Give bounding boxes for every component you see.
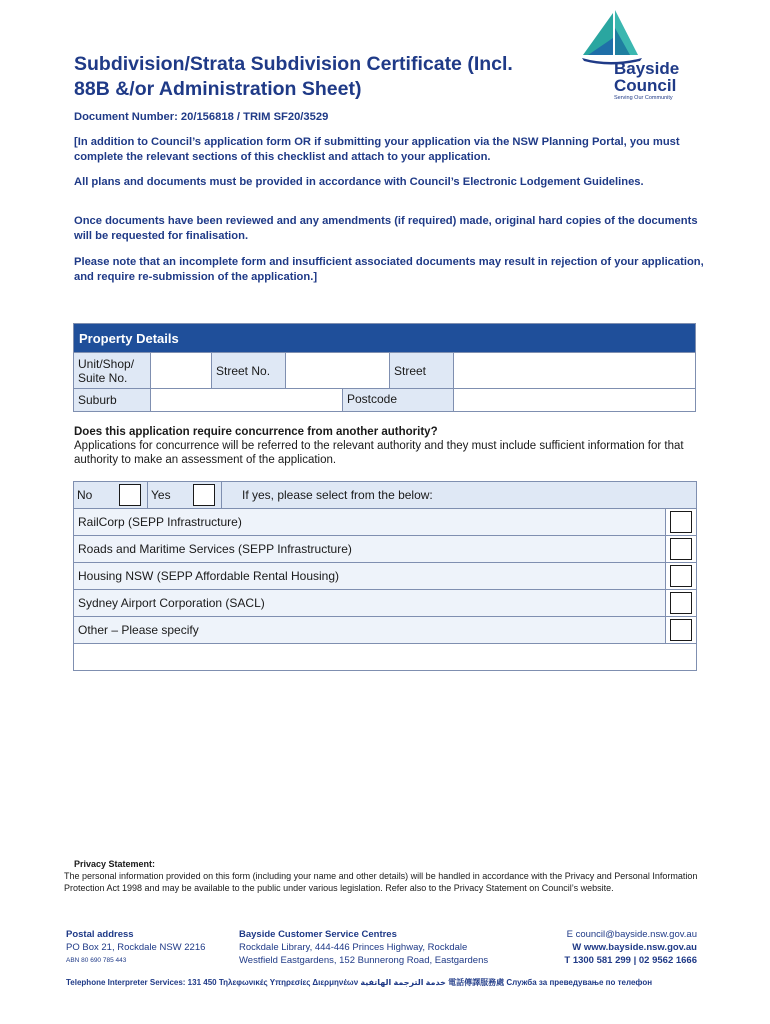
centres-heading: Bayside Customer Service Centres: [239, 929, 397, 940]
postcode-input-area[interactable]: [454, 389, 696, 412]
concurrence-description: Applications for concurrence will be referred to the relevant authority and they must include sufficient information for that authority to make an assessment of the application.: [74, 440, 684, 466]
postal-heading: Postal address: [66, 929, 134, 940]
street-input[interactable]: [454, 353, 696, 389]
intro-paragraph-1: [In addition to Council’s application form OR if submitting your application via the NSW Planning Portal, you must complete the relevant sections of this checklist and attach to your application.: [74, 136, 680, 163]
contact-phone: T 1300 581 299 | 02 9562 1666: [564, 955, 697, 966]
no-label: No: [77, 488, 93, 502]
centre-rockdale: Rockdale Library, 444-446 Princes Highway, Rockdale: [239, 942, 468, 953]
option-roads-maritime: Roads and Maritime Services (SEPP Infrastructure): [74, 536, 666, 563]
postal-address: PO Box 21, Rockdale NSW 2216: [66, 942, 206, 953]
yes-label: Yes: [147, 482, 193, 508]
street-no-label: Street No.: [212, 353, 286, 389]
roads-maritime-checkbox[interactable]: [670, 538, 692, 560]
document-title: [74, 52, 574, 102]
logo-tagline: Serving Our Community: [614, 95, 673, 101]
suburb-input[interactable]: [151, 389, 343, 411]
privacy-text: The personal information provided on this form (including your name and other details) will be handled in accordance with the Privacy and Personal Information Protection Act 1998 and may be available to the public under various legislation. Refer also to the Privacy Statement on Council’s website.: [64, 871, 698, 893]
title-line-1: Subdivision/Strata Subdivision Certificate (Incl.: [74, 53, 513, 75]
postcode-input[interactable]: [454, 389, 695, 411]
contact-email[interactable]: E council@bayside.nsw.gov.au: [566, 929, 697, 940]
street-no-input[interactable]: [286, 353, 390, 389]
title-line-2: 88B &/or Administration Sheet): [74, 78, 362, 100]
option-railcorp: RailCorp (SEPP Infrastructure): [74, 509, 666, 536]
other-checkbox[interactable]: [670, 619, 692, 641]
footer-contact: [520, 928, 697, 967]
property-details-table: [73, 323, 696, 412]
bayside-council-logo: [580, 8, 690, 104]
footer-postal: [66, 928, 236, 967]
sydney-airport-checkbox[interactable]: [670, 592, 692, 614]
privacy-heading: Privacy Statement:: [74, 859, 156, 869]
concurrence-question: Does this application require concurrence from another authority?: [74, 426, 438, 438]
logo-text-bayside: Bayside: [614, 59, 680, 78]
suburb-input-area[interactable]: [151, 389, 454, 412]
logo-text-council: Council: [614, 76, 677, 95]
yes-checkbox[interactable]: [193, 484, 215, 506]
footer-service-centres: [239, 928, 529, 967]
contact-web[interactable]: W www.bayside.nsw.gov.au: [572, 942, 697, 953]
suburb-label: Suburb: [74, 389, 151, 412]
yes-no-row: [74, 482, 697, 509]
other-specify-input[interactable]: [74, 644, 697, 671]
no-checkbox[interactable]: [119, 484, 141, 506]
railcorp-checkbox[interactable]: [670, 511, 692, 533]
intro-paragraph-2: All plans and documents must be provided in accordance with Council’s Electronic Lodgement Guidelines.: [74, 176, 644, 188]
abn: ABN 80 690 785 443: [66, 957, 127, 964]
option-sydney-airport: Sydney Airport Corporation (SACL): [74, 590, 666, 617]
postcode-label: Postcode: [343, 389, 453, 411]
intro-paragraph-4: Please note that an incomplete form and insufficient associated documents may result in rejection of your application, and require re-submission of the application.]: [74, 256, 704, 283]
intro-paragraph-3: Once documents have been reviewed and any amendments (if required) made, original hard copies of the documents will be requested for finalisation.: [74, 215, 698, 242]
interpreter-services: Telephone Interpreter Services: 131 450 Τηλεφωνικές Υπηρεσίες Διερμηνέων خدمة الترجمة الهاتفية 電話傳譯服務處 Служба за преведување по телефон: [66, 978, 653, 987]
document-number: Document Number: 20/156818 / TRIM SF20/3529: [74, 111, 329, 123]
concurrence-table: [73, 481, 697, 671]
option-housing-nsw: Housing NSW (SEPP Affordable Rental Housing): [74, 563, 666, 590]
property-details-heading: Property Details: [74, 324, 696, 353]
centre-eastgardens: Westfield Eastgardens, 152 Bunnerong Road, Eastgardens: [239, 955, 489, 966]
street-label: Street: [390, 353, 454, 389]
unit-label: Unit/Shop/ Suite No.: [74, 353, 151, 389]
unit-input[interactable]: [151, 353, 212, 389]
select-prompt: If yes, please select from the below:: [221, 482, 433, 508]
housing-nsw-checkbox[interactable]: [670, 565, 692, 587]
option-other: Other – Please specify: [74, 617, 666, 644]
